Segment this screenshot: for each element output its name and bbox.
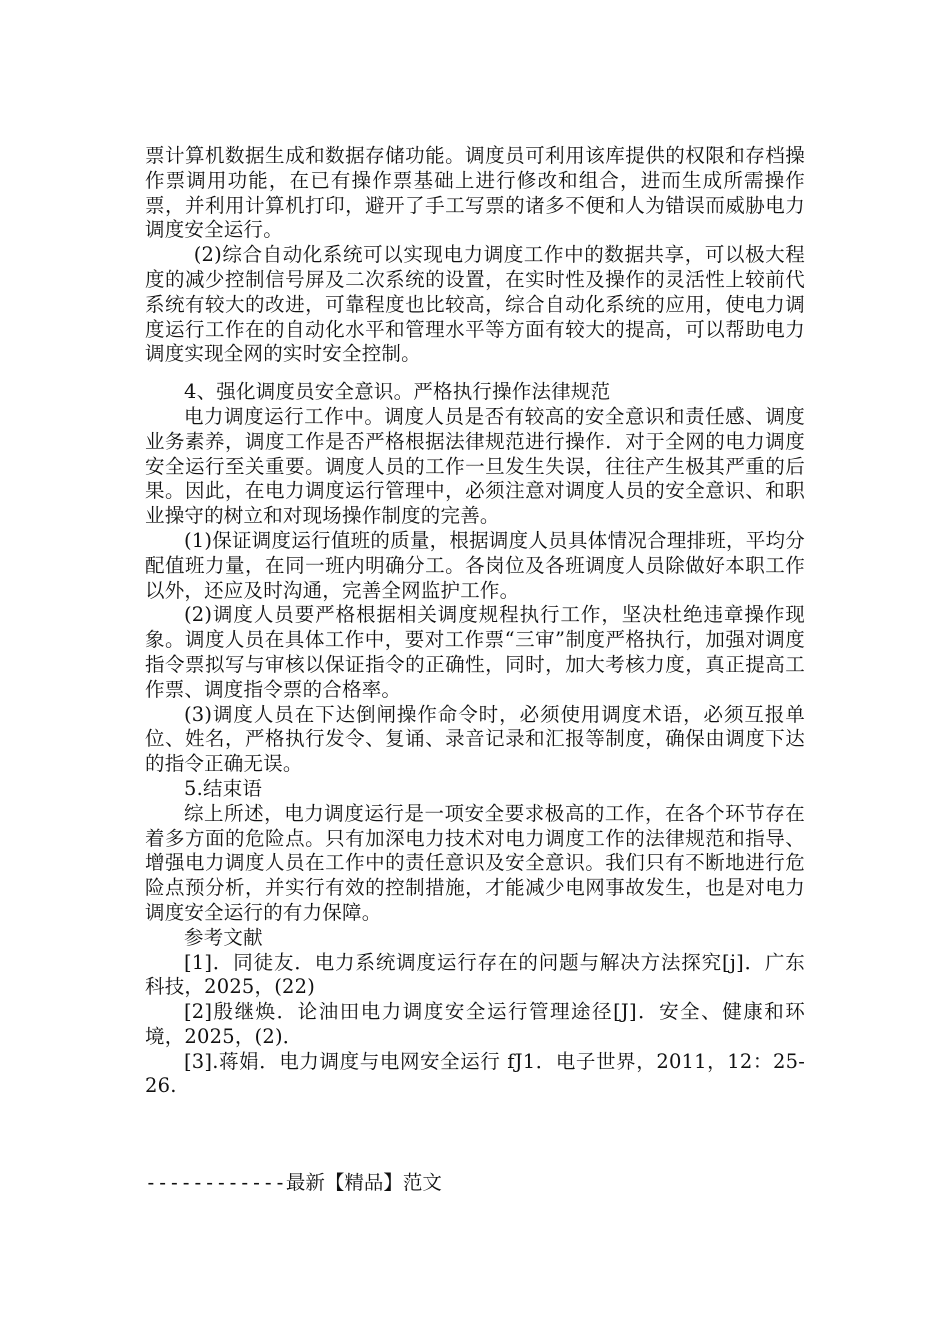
document-body [145, 144, 805, 1099]
reference-1: [1]．同徒友．电力系统调度运行存在的问题与解决方法探究[j]．广东科技，2025，(22) [145, 950, 805, 999]
paragraph-item-3: (3)调度人员在下达倒闸操作命令时，必须使用调度术语，必须互报单位、姓名，严格执行发令、复诵、录音记录和汇报等制度，确保由调度下达的指令正确无误。 [145, 702, 805, 776]
section-heading-5: 5.结束语 [184, 776, 263, 800]
paragraph-conclusion: 综上所述，电力调度运行是一项安全要求极高的工作，在各个环节存在着多方面的危险点。只有加深电力技术对电力调度工作的法律规范和指导、增强电力调度人员在工作中的责任意识及安全意识。我们只有不断地进行危险点预分析，并实行有效的控制措施，才能减少电网事故发生，也是对电力调度安全运行的有力保障。 [145, 801, 805, 924]
paragraph-item-2b: (2)调度人员要严格根据相关调度规程执行工作，坚决杜绝违章操作现象。调度人员在具体工作中，要对工作票“三审”制度严格执行，加强对调度指令票拟写与审核以保证指令的正确性，同时，加大考核力度，真正提高工作票、调度指令票的合格率。 [145, 603, 805, 701]
reference-2: [2]殷继焕．论油田电力调度安全运行管理途径[J]．安全、健康和环境，2025，(2)． [145, 1000, 805, 1048]
reference-3: [3].蒋娟．电力调度与电网安全运行 fJ1．电子世界，2011，12：25-26. [145, 1049, 805, 1098]
paragraph-item-2: (2)综合自动化系统可以实现电力调度工作中的数据共享，可以极大程度的减少控制信号屏及二次系统的设置，在实时性及操作的灵活性上较前代系统有较大的改进，可靠程度也比较高，综合自动化系统的应用，使电力调度运行工作在的自动化水平和管理水平等方面有较大的提高，可以帮助电力调度实现全网的实时安全控制。 [145, 243, 805, 366]
paragraph-continuation: 票计算机数据生成和数据存储功能。调度员可利用该库提供的权限和存档操作票调用功能，在已有操作票基础上进行修改和组合，进而生成所需操作票，并利用计算机打印，避开了手工写票的诸多不便和人为错误而威胁电力调度安全运行。 [145, 144, 805, 242]
page-footer: ------------最新【精品】范文 [145, 1171, 442, 1194]
paragraph-item-1: (1)保证调度运行值班的质量，根据调度人员具体情况合理排班，平均分配值班力量，在同一班内明确分工。各岗位及各班调度人员除做好本职工作以外，还应及时沟通，完善全网监护工作。 [145, 528, 805, 602]
section-heading-4: 4、强化调度员安全意识。严格执行操作法律规范 [184, 380, 611, 404]
references-heading: 参考文献 [184, 925, 263, 949]
paragraph-section-4-intro: 电力调度运行工作中。调度人员是否有较高的安全意识和责任感、调度业务素养，调度工作是否严格根据法律规范进行操作．对于全网的电力调度安全运行至关重要。调度人员的工作一旦发生失误，往往产生极其严重的后果。因此，在电力调度运行管理中，必须注意对调度人员的安全意识、和职业操守的树立和对现场操作制度的完善。 [145, 404, 805, 528]
